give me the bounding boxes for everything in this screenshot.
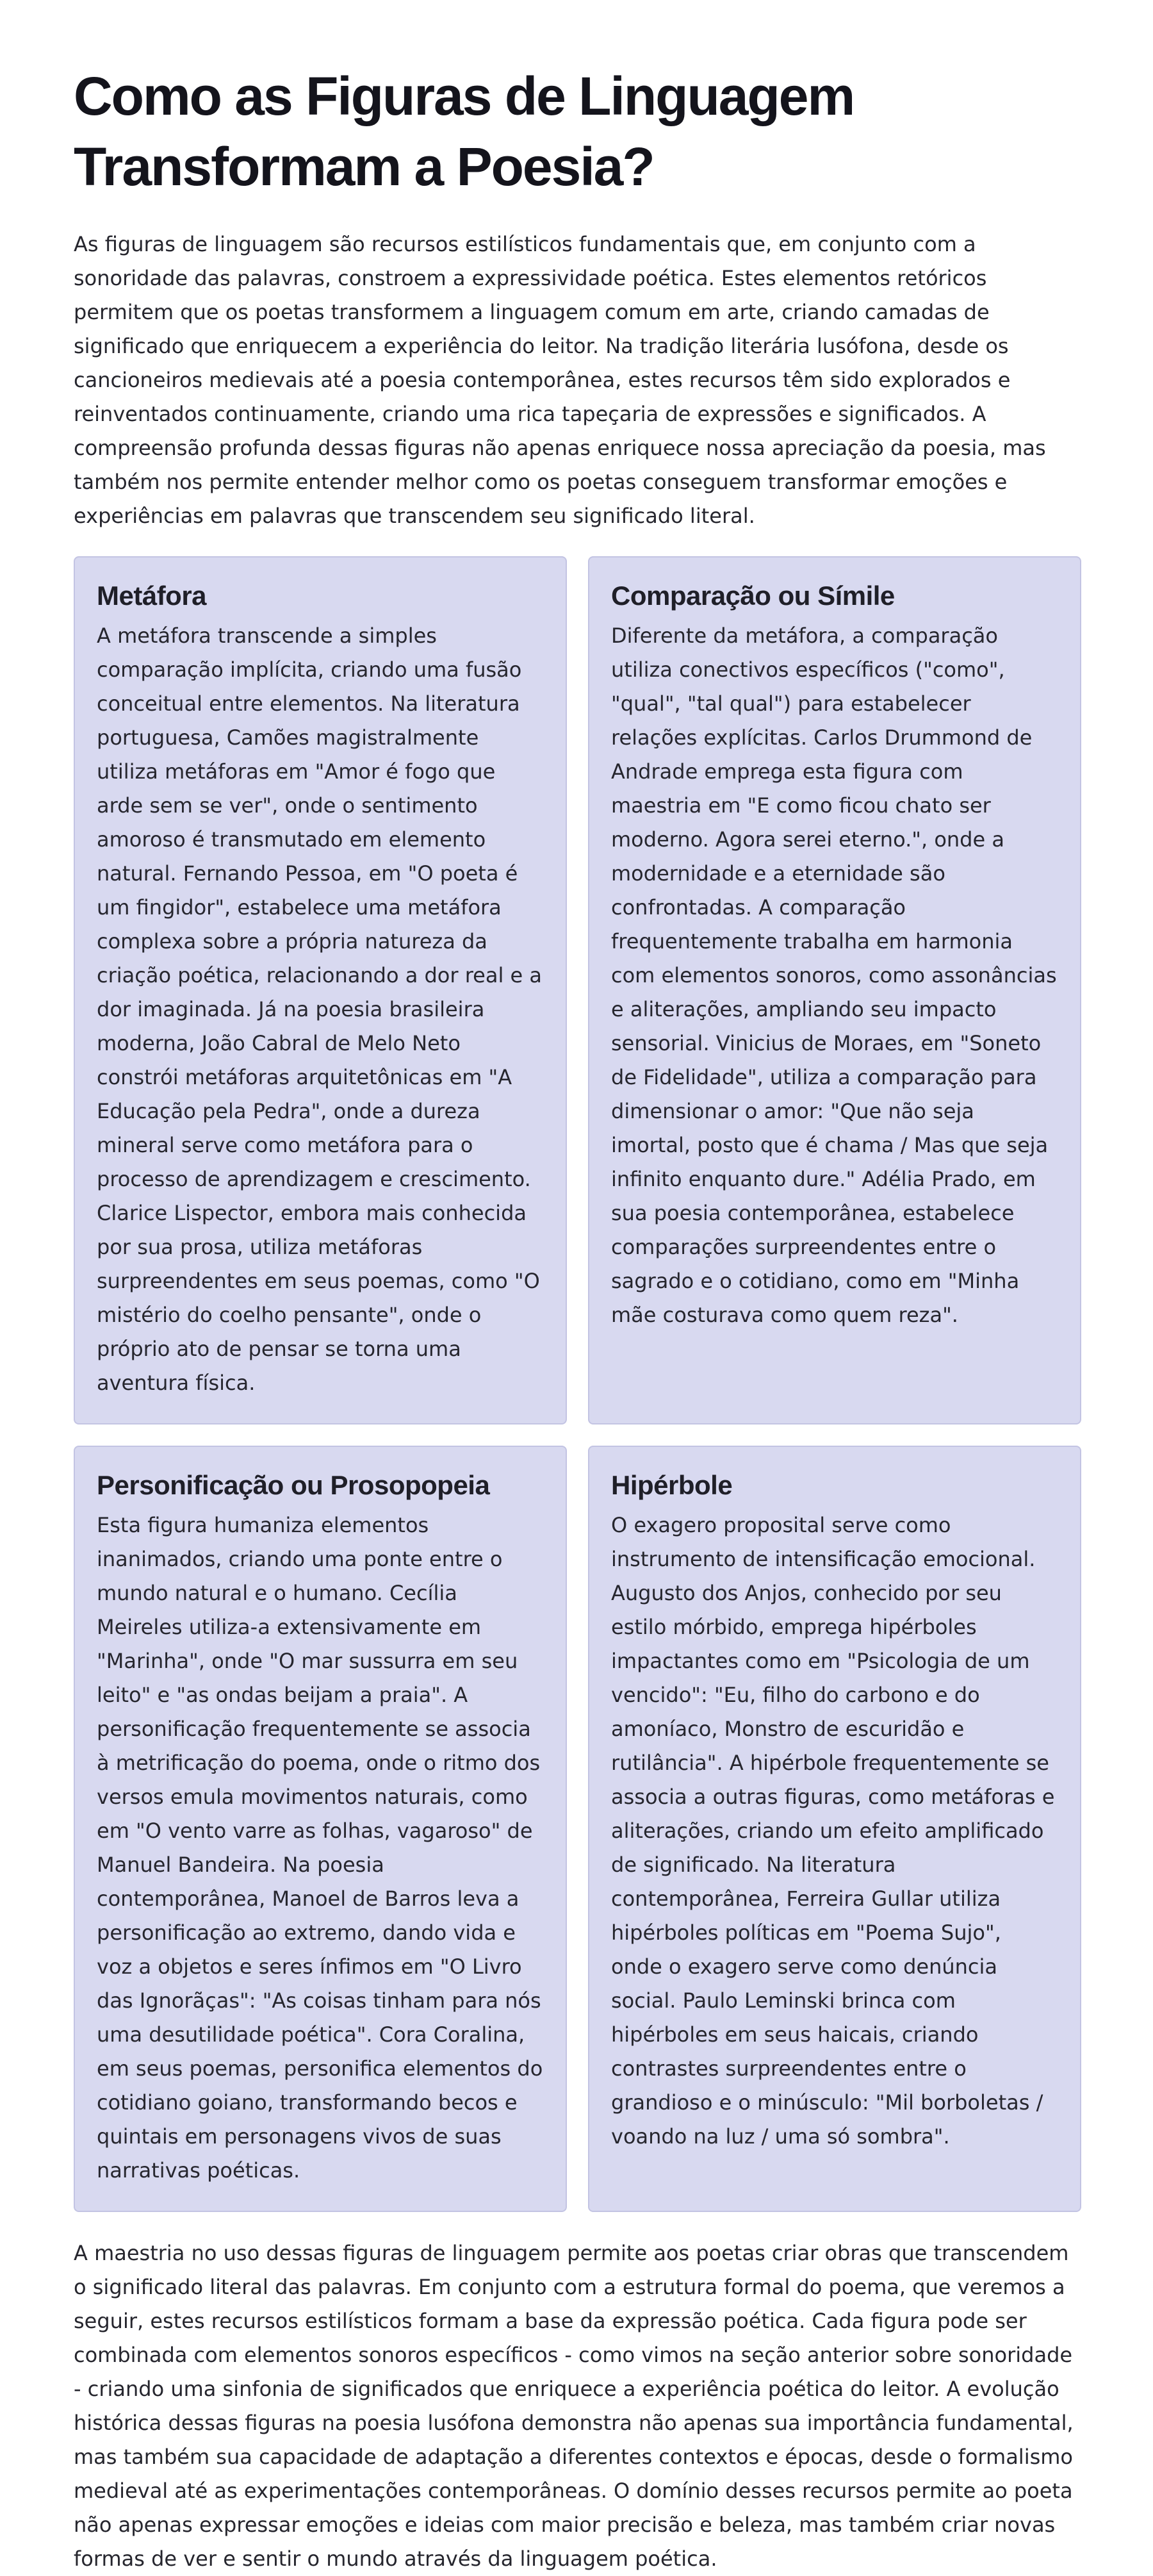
card-title: Comparação ou Símile [611,581,895,611]
intro-paragraph: As figuras de linguagem são recursos estilísticos fundamentais que, em conjunto com a sonoridade das palavras, constroem a expressividade poética. Estes elementos retóricos permitem que os poetas transformem a linguagem comum em arte, criando camadas de significado que enriquecem a experiência do leitor. Na tradição literária lusófona, desde os cancioneiros medievais até a poesia contemporânea, estes recursos têm sido explorados e reinventados continuamente, criando uma rica tapeçaria de expressões e significados. A compreensão profunda dessas figuras não apenas enriquece nossa apreciação da poesia, mas também nos permite entender melhor como os poetas conseguem transformar emoções e experiências em palavras que transcendem seu significado literal. [74,232,1046,528]
card-personificacao [74,1446,567,2212]
card-comparacao [588,556,1081,1424]
card-hiperbole [588,1446,1081,2212]
card-title: Personificação ou Prosopopeia [97,1470,490,1500]
card-title: Metáfora [97,581,207,611]
conclusion-paragraph: A maestria no uso dessas figuras de linguagem permite aos poetas criar obras que transcendem o significado literal das palavras. Em conjunto com a estrutura formal do poema, que veremos a seguir, estes recursos estilísticos formam a base da expressão poética. Cada figura pode ser combinada com elementos sonoros específicos - como vimos na seção anterior sobre sonoridade - criando uma sinfonia de significados que enriquece a experiência poética do leitor. A evolução histórica dessas figuras na poesia lusófona demonstra não apenas sua importância fundamental, mas também sua capacidade de adaptação a diferentes contextos e épocas, desde o formalismo medieval até as experimentações contemporâneas. O domínio desses recursos permite ao poeta não apenas expressar emoções e ideias com maior precisão e beleza, mas também criar novas formas de ver e sentir o mundo através da linguagem poética. [74,2241,1074,2571]
card-text: Diferente da metáfora, a comparação utiliza conectivos específicos ("como", "qual", "tal qual") para estabelecer relações explícitas. Carlos Drummond de Andrade emprega esta figura com maestria em "E como ficou chato ser moderno. Agora serei eterno.", onde a modernidade e a eternidade são confrontadas. A comparação frequentemente trabalha em harmonia com elementos sonoros, como assonâncias e aliterações, ampliando seu impacto sensorial. Vinicius de Moraes, em "Soneto de Fidelidade", utiliza a comparação para dimensionar o amor: "Que não seja imortal, posto que é chama / Mas que seja infinito enquanto dure." Adélia Prado, em sua poesia contemporânea, estabelece comparações surpreendentes entre o sagrado e o cotidiano, como em "Minha mãe costurava como quem reza". [611,623,1057,1327]
figures-grid [74,556,1079,2212]
card-title: Hipérbole [611,1470,733,1500]
card-metafora [74,556,567,1424]
card-text: Esta figura humaniza elementos inanimados, criando uma ponte entre o mundo natural e o humano. Cecília Meireles utiliza-a extensivamente em "Marinha", onde "O mar sussurra em seu leito" e "as ondas beijam a praia". A personificação frequentemente se associa à metrificação do poema, onde o ritmo dos versos emula movimentos naturais, como em "O vento varre as folhas, vagaroso" de Manuel Bandeira. Na poesia contemporânea, Manoel de Barros leva a personificação ao extremo, dando vida e voz a objetos e seres ínfimos em "O Livro das Ignorãças": "As coisas tinham para nós uma desutilidade poética". Cora Coralina, em seus poemas, personifica elementos do cotidiano goiano, transformando becos e quintais em personagens vivos de suas narrativas poéticas. [97,1513,543,2183]
card-text: O exagero proposital serve como instrumento de intensificação emocional. Augusto dos Anjos, conhecido por seu estilo mórbido, emprega hipérboles impactantes como em "Psicologia de um vencido": "Eu, filho do carbono e do amoníaco, Monstro de escuridão e rutilância". A hipérbole frequentemente se associa a outras figuras, como metáforas e aliterações, criando um efeito amplificado de significado. Na literatura contemporânea, Ferreira Gullar utiliza hipérboles políticas em "Poema Sujo", onde o exagero serve como denúncia social. Paulo Leminski brinca com hipérboles em seus haicais, criando contrastes surpreendentes entre o grandioso e o minúsculo: "Mil borboletas / voando na luz / uma só sombra". [611,1513,1055,2149]
card-text: A metáfora transcende a simples comparação implícita, criando uma fusão conceitual entre elementos. Na literatura portuguesa, Camões magistralmente utiliza metáforas em "Amor é fogo que arde sem se ver", onde o sentimento amoroso é transmutado em elemento natural. Fernando Pessoa, em "O poeta é um fingidor", estabelece uma metáfora complexa sobre a própria natureza da criação poética, relacionando a dor real e a dor imaginada. Já na poesia brasileira moderna, João Cabral de Melo Neto constrói metáforas arquitetônicas em "A Educação pela Pedra", onde a dureza mineral serve como metáfora para o processo de aprendizagem e crescimento. Clarice Lispector, embora mais conhecida por sua prosa, utiliza metáforas surpreendentes em seus poemas, como "O mistério do coelho pensante", onde o próprio ato de pensar se torna uma aventura física. [97,623,542,1395]
page-title: Como as Figuras de Linguagem Transformam a Poesia? [74,66,855,197]
